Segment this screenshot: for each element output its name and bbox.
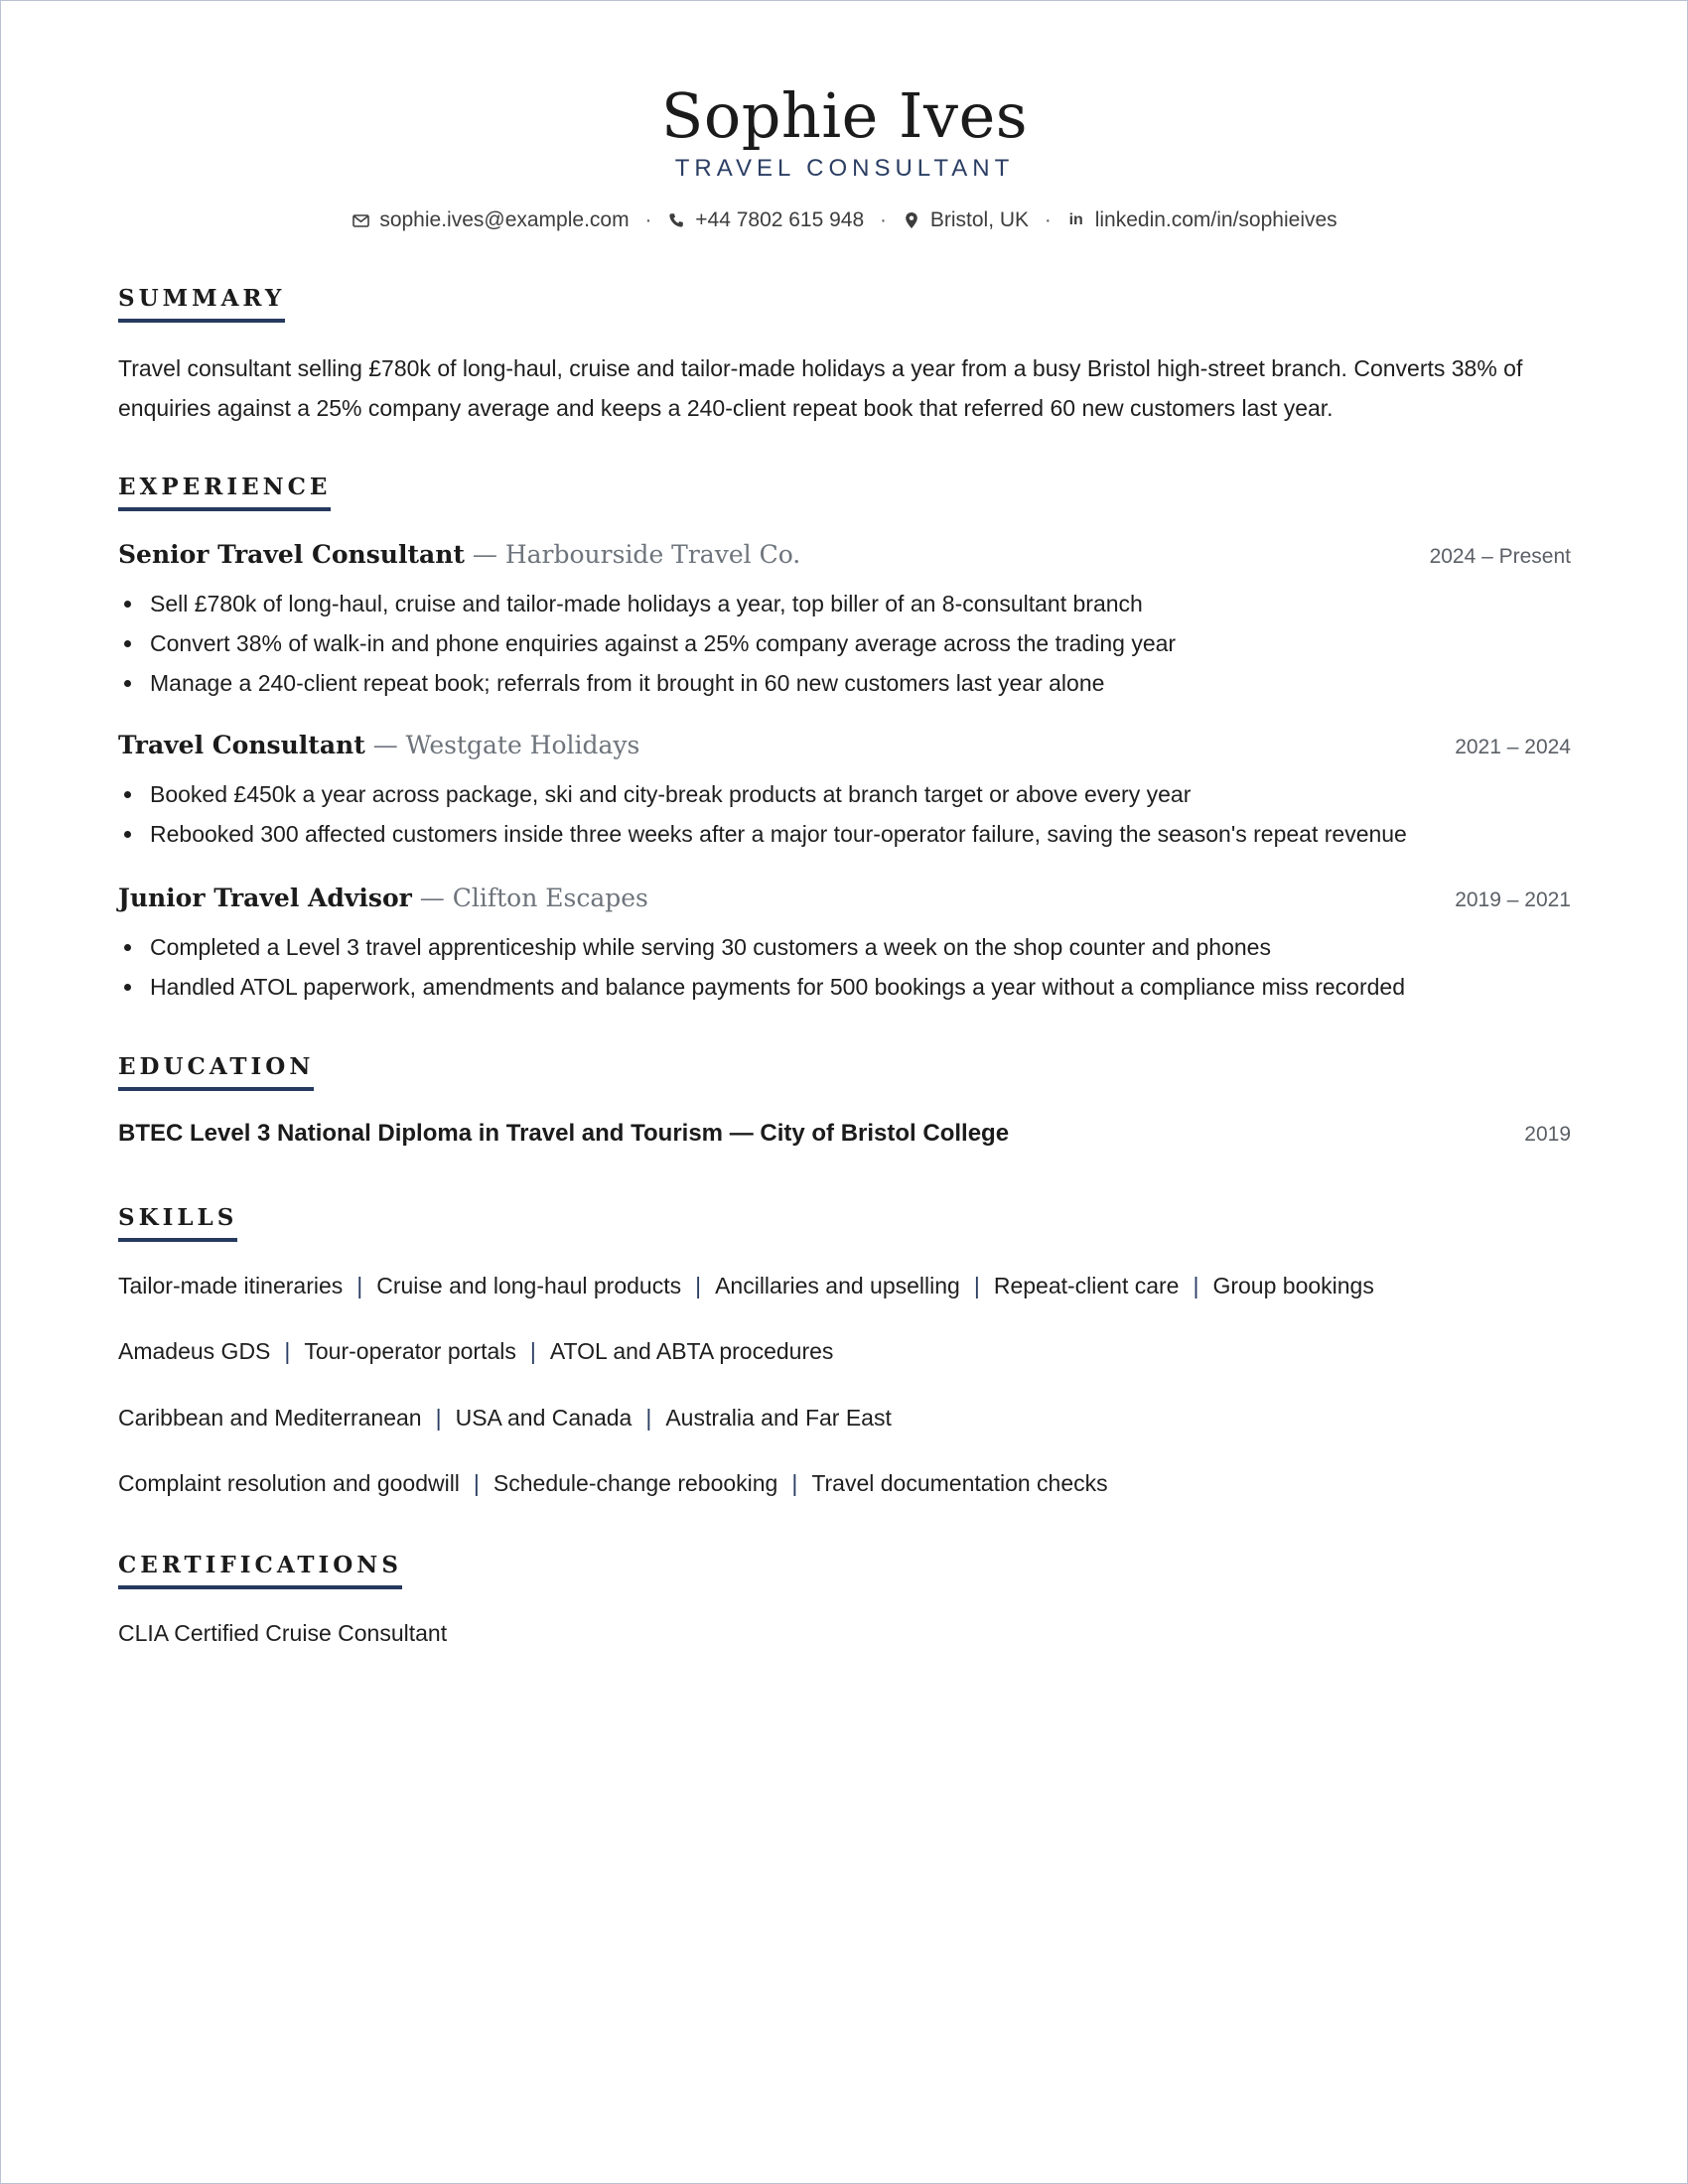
- candidate-name: Sophie Ives: [660, 79, 1029, 152]
- summary-text: Travel consultant selling £780k of long-haul, cruise and tailor-made holidays a year from a busy Bristol high-street branch. Converts 38% of enquiries against a 25% company average and keeps a 240-client repeat book that referred 60 new customers last year.: [118, 355, 1523, 421]
- experience-heading: EXPERIENCE: [118, 474, 332, 500]
- certification-item: CLIA Certified Cruise Consultant: [118, 1620, 448, 1646]
- skill-separator: |: [645, 1405, 652, 1431]
- section-underline: [118, 319, 285, 323]
- education-section-header: [118, 1053, 314, 1091]
- contact-email[interactable]: [352, 206, 629, 234]
- education-heading: EDUCATION: [118, 1053, 315, 1080]
- skill-item: Complaint resolution and goodwill: [118, 1470, 460, 1496]
- skills-line: [118, 1271, 1571, 1300]
- job-bullet: Handled ATOL paperwork, amendments and balance payments for 500 bookings a year without a compliance miss recorded: [118, 967, 1571, 1007]
- skill-separator: |: [435, 1405, 442, 1431]
- contact-separator: ·: [1045, 209, 1052, 231]
- job-bullet: Completed a Level 3 travel apprenticeship while serving 30 customers a week on the shop counter and phones: [118, 927, 1571, 967]
- job-title: Travel Consultant: [118, 731, 365, 759]
- candidate-role: TRAVEL CONSULTANT: [674, 155, 1015, 182]
- job-company: — Clifton Escapes: [411, 884, 648, 912]
- job-bullet: Convert 38% of walk-in and phone enquiries against a 25% company average across the trading year: [118, 623, 1571, 663]
- mail-icon: [352, 211, 369, 229]
- skill-item: Group bookings: [1212, 1273, 1374, 1298]
- contact-bar: [118, 206, 1571, 234]
- job-dates: 2021 – 2024: [1455, 736, 1571, 758]
- contact-separator: ·: [880, 209, 887, 231]
- job-title: Junior Travel Advisor: [118, 884, 412, 912]
- skills-line: [118, 1336, 1571, 1366]
- education-degree: BTEC Level 3 National Diploma in Travel and Tourism — City of Bristol College: [118, 1120, 1010, 1147]
- job-bullets: [118, 774, 1571, 854]
- skill-separator: |: [529, 1338, 536, 1364]
- skills-line: [118, 1403, 1571, 1433]
- section-underline: [118, 1087, 314, 1091]
- job-bullets: [118, 584, 1571, 703]
- summary-section-header: [118, 285, 285, 323]
- skill-item: Repeat-client care: [993, 1273, 1180, 1298]
- skill-item: USA and Canada: [455, 1405, 633, 1431]
- skill-item: Caribbean and Mediterranean: [118, 1405, 422, 1431]
- skill-item: Amadeus GDS: [118, 1338, 271, 1364]
- linkedin-text: linkedin.com/in/sophieives: [1094, 208, 1337, 231]
- skills-line: [118, 1468, 1571, 1498]
- summary-heading: SUMMARY: [118, 285, 286, 312]
- education-date: 2019: [1524, 1123, 1571, 1146]
- certifications-section-header: [118, 1552, 402, 1589]
- contact-location: [903, 206, 1029, 234]
- job-entry-header: [118, 884, 1571, 912]
- certifications-heading: CERTIFICATIONS: [118, 1552, 402, 1578]
- phone-text: +44 7802 615 948: [695, 208, 865, 231]
- job-company: — Harbourside Travel Co.: [464, 540, 801, 569]
- education-entry: [118, 1120, 1571, 1148]
- skill-item: Travel documentation checks: [811, 1470, 1108, 1496]
- job-company: — Westgate Holidays: [364, 731, 640, 759]
- section-underline: [118, 507, 331, 511]
- skills-heading: SKILLS: [118, 1204, 238, 1231]
- linkedin-icon: in: [1068, 211, 1083, 228]
- job-bullets: [118, 927, 1571, 1007]
- skill-item: Tailor-made itineraries: [118, 1273, 344, 1298]
- job-dates: 2019 – 2021: [1455, 888, 1571, 911]
- skill-item: Cruise and long-haul products: [376, 1273, 682, 1298]
- skill-separator: |: [973, 1273, 980, 1298]
- section-underline: [118, 1585, 402, 1589]
- skill-item: Ancillaries and upselling: [715, 1273, 960, 1298]
- job-entry-header: [118, 731, 1571, 759]
- job-entry-header: [118, 540, 1571, 569]
- experience-section-header: [118, 474, 331, 511]
- skill-separator: |: [791, 1470, 798, 1496]
- skill-item: Tour-operator portals: [304, 1338, 516, 1364]
- skill-item: ATOL and ABTA procedures: [549, 1338, 834, 1364]
- job-bullet: Sell £780k of long-haul, cruise and tailor-made holidays a year, top biller of an 8-consultant branch: [118, 584, 1571, 623]
- skill-separator: |: [1193, 1273, 1199, 1298]
- job-title: Senior Travel Consultant: [118, 540, 465, 569]
- skills-section-header: [118, 1204, 237, 1242]
- location-pin-icon: [903, 211, 920, 229]
- location-text: Bristol, UK: [929, 208, 1030, 231]
- skill-separator: |: [356, 1273, 363, 1298]
- job-dates: 2024 – Present: [1429, 545, 1571, 568]
- contact-phone[interactable]: [667, 206, 864, 234]
- skill-separator: |: [695, 1273, 702, 1298]
- contact-linkedin[interactable]: [1067, 206, 1337, 234]
- skill-item: Australia and Far East: [665, 1405, 892, 1431]
- skill-separator: |: [284, 1338, 291, 1364]
- section-underline: [118, 1238, 237, 1242]
- skill-separator: |: [473, 1470, 480, 1496]
- job-bullet: Manage a 240-client repeat book; referrals from it brought in 60 new customers last year alone: [118, 663, 1571, 703]
- phone-icon: [667, 211, 685, 229]
- email-text: sophie.ives@example.com: [379, 208, 630, 231]
- job-bullet: Rebooked 300 affected customers inside three weeks after a major tour-operator failure, saving the season's repeat revenue: [118, 814, 1571, 854]
- contact-separator: ·: [644, 209, 652, 231]
- job-bullet: Booked £450k a year across package, ski and city-break products at branch target or above every year: [118, 774, 1571, 814]
- skill-item: Schedule-change rebooking: [492, 1470, 778, 1496]
